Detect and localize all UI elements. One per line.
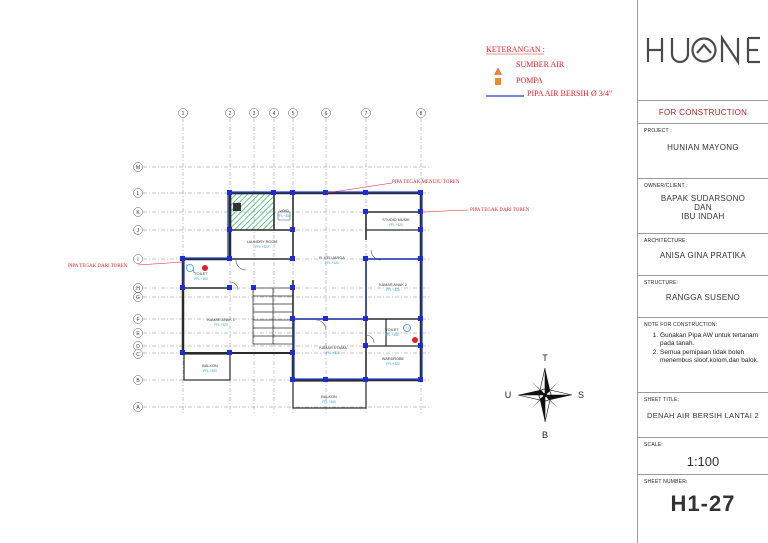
note-item: 2. Semua pemipaan tidak boleh menembus sloof,kolom,dan balok. [660,349,762,365]
svg-text:B: B [136,378,140,384]
room-labels [194,209,410,404]
owner-label: OWNER/CLIENT : [644,183,688,189]
architecture-value: ANISA GINA PRATIKA [659,251,747,260]
triangle-icon [495,68,502,75]
notes-section [638,318,768,393]
notes-label: NOTE FOR CONSTRUCTION: [644,322,718,328]
room-kamar-anak-1-level: FFL +320 [214,323,228,327]
grid-row-bubbles [134,163,143,412]
room-void-name: VOID [279,209,289,213]
room-kamar-anak-1-name: KAMAR ANAK 1 [207,318,235,322]
room-keluarga-level: FFL +320 [325,261,339,265]
grid-bubble-3 [250,109,259,118]
sheet-number-label: SHEET NUMBER: [644,479,688,485]
room-kamar-utama-level: FFL +320 [326,351,340,355]
svg-text:G: G [136,295,140,301]
fixture-toilet-right [412,337,418,343]
room-balkon-left-name: BALKON [202,364,218,368]
room-toilet-right-name: TOILET [385,328,399,332]
room-laundry-level: FFL +320 [255,245,269,249]
compass-north: T [542,353,548,363]
project-section [638,124,768,179]
garden-void-hatch [231,194,274,230]
room-wardrobe-name: WARDROBE [381,357,405,361]
room-balkon-bottom-level: FFL +300 [322,400,336,404]
svg-text:A: A [136,405,140,411]
svg-text:3: 3 [252,111,256,117]
pump-icon [495,78,501,85]
svg-text:E: E [136,331,140,337]
legend-title: KETERANGAN : [486,45,545,54]
note-pipa-dari-toren-right: PIPA TEGAK DARI TOREN [470,208,530,213]
svg-text:6: 6 [324,111,328,117]
room-void-level: FFL +300 [277,214,291,218]
legend-pompa: POMPA [516,76,543,85]
grid-bubble-4 [270,109,279,118]
room-kamar-anak-2-level: FFL +320 [386,288,400,292]
room-wardrobe-level: FFL +320 [386,362,400,366]
sheet-number-section [638,475,768,535]
sheet-title-value: DENAH AIR BERSIH LANTAI 2 [647,411,759,420]
owner-line-3: IBU INDAH [681,212,725,221]
svg-text:J: J [136,228,140,234]
note-pipa-dari-toren-left: PIPA TEGAK DARI TOREN [68,264,128,269]
grid-column-bubbles [179,109,426,118]
grid-bubble-1 [179,109,188,118]
svg-text:8: 8 [419,111,423,117]
doors [186,250,381,343]
svg-text:M: M [135,165,141,171]
room-toilet-left-name: TOILET [194,272,208,276]
scale-value: 1:100 [686,454,720,469]
svg-text:F: F [136,317,140,323]
scale-label: SCALE: [644,442,663,448]
grid-bubble-F [134,315,143,324]
legend-pipa: PIPA AIR BERSIH Ø 3/4" [527,89,613,98]
logo [638,0,768,101]
room-laundry-name: LAUNDRY ROOM [246,240,278,244]
compass-south: B [541,430,549,440]
svg-text:K: K [136,210,140,216]
grid-bubble-I [134,255,143,264]
huone-logo [644,30,762,70]
svg-text:2: 2 [228,111,232,117]
room-kamar-utama-name: KAMAR UTAMA [319,346,347,350]
compass-icon [518,368,572,422]
sheet-number-value: H1-27 [670,491,736,516]
room-kamar-anak-2-name: KAMAR ANAK 2 [379,283,407,287]
staircase [253,288,293,344]
grid-bubble-A [134,403,143,412]
sheet-title-label: SHEET TITLE: [644,397,680,403]
annotation-leaders [138,183,468,265]
structure-value: RANGGA SUSENO [665,293,741,302]
svg-text:I: I [137,257,139,263]
note-pipa-menuju-toren: PIPA TEGAK MENUJU TOREN [392,180,460,185]
fixture-sink-left [187,265,194,272]
room-toilet-left-level: FFL +300 [194,277,208,281]
structure-section [638,276,768,318]
compass-west: U [504,390,512,400]
grid-bubble-D [134,342,143,351]
legend-sumber-air: SUMBER AIR [516,60,565,69]
svg-text:H: H [136,286,140,292]
owner-section [638,179,768,234]
title-block [637,0,768,543]
grid-bubble-G [134,293,143,302]
grid-bubble-7 [362,109,371,118]
svg-text:C: C [136,352,140,358]
compass-rose [505,353,584,440]
grid-bubble-K [134,208,143,217]
note-item: 1. Gunakan Pipa AW untuk tertanam pada tanah. [660,332,762,348]
room-balkon-bottom-name: BALKON [321,395,337,399]
grid-bubble-5 [289,109,298,118]
grid-bubble-B [134,376,143,385]
grid-bubble-2 [226,109,235,118]
room-studio-name: STUDIO MUSIK [382,218,410,222]
notes-list [644,332,762,365]
grid-bubble-E [134,329,143,338]
grid-bubble-J [134,226,143,235]
svg-text:D: D [136,344,140,350]
fixture-sink-right [404,325,411,332]
fixture-toilet-left [202,265,208,271]
legend [486,45,612,98]
grid-bubble-L [134,189,143,198]
grid-bubble-C [134,350,143,359]
sheet-title-section [638,393,768,438]
owner-line-1: BAPAK SUDARSONO [660,194,746,203]
svg-text:4: 4 [272,111,276,117]
grid-bubble-6 [322,109,331,118]
grid-bubble-H [134,284,143,293]
grid-bubble-M [134,163,143,172]
svg-text:7: 7 [364,111,368,117]
architecture-section [638,234,768,276]
compass-east: S [577,390,585,400]
project-label: PROJECT : [644,128,672,134]
plant-symbol [233,203,241,211]
room-studio-level: FFL +320 [389,223,403,227]
room-keluarga-name: R. KELUARGA [319,256,345,260]
scale-section [638,438,768,475]
grid-bubble-8 [417,109,426,118]
architecture-label: ARCHITECTURE: [644,238,688,244]
room-balkon-left-level: FFL +300 [203,369,217,373]
structure-label: STRUCTURE: [644,280,679,286]
svg-text:5: 5 [291,111,295,117]
project-value: HUNIAN MAYONG [667,143,739,152]
svg-text:L: L [136,191,140,197]
svg-text:1: 1 [181,111,185,117]
room-toilet-right-level: FFL +300 [385,333,399,337]
status-label: FOR CONSTRUCTION [638,101,768,124]
grid-lines [143,118,430,415]
owner-line-2: DAN [694,203,712,212]
